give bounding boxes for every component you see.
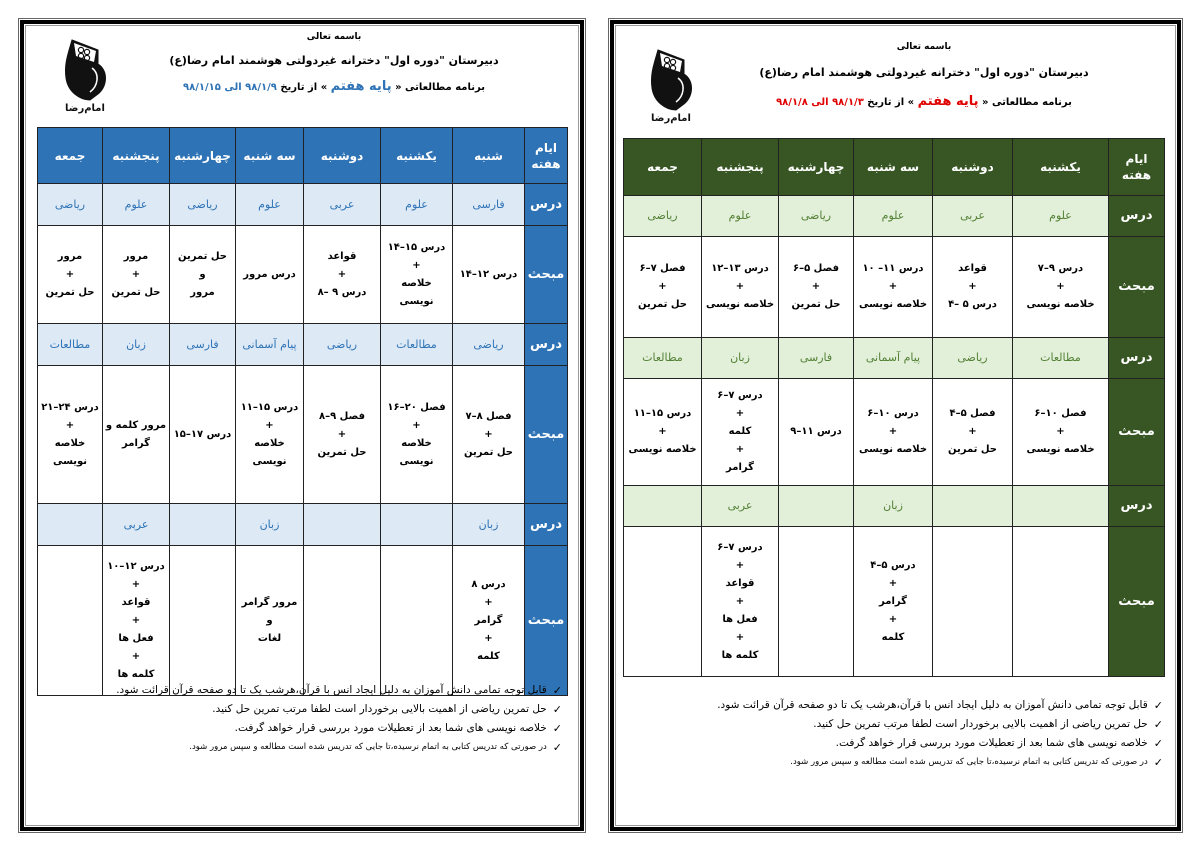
topic-row-label: مبحث <box>525 226 568 324</box>
topic-cell: درس ۸ + گرامر + کلمه <box>453 546 525 696</box>
subject-cell <box>624 486 702 527</box>
day-header: پنجشنبه <box>103 128 170 184</box>
bismillah-heading: باسمه تعالی <box>306 32 362 42</box>
subject-cell: ریاضی <box>624 196 702 237</box>
topic-cell: حل تمرین و مرور <box>170 226 236 324</box>
subject-cell: مطالعات <box>1013 338 1109 379</box>
subject-row-label: درس <box>1109 196 1165 237</box>
topic-row <box>38 226 568 324</box>
topic-cell: درس ۱۵–۱۱ + خلاصه نویسی <box>236 366 304 504</box>
topic-cell: فصل ۹–۸ + حل تمرین <box>304 366 381 504</box>
topic-row-label: مبحث <box>1109 237 1165 338</box>
day-header: سه شنبه <box>854 139 933 196</box>
date-from: ۹۸/۱/۳ <box>832 97 864 108</box>
subject-cell: علوم <box>854 196 933 237</box>
checkmark-icon: ✓ <box>1153 737 1163 750</box>
day-header: دوشنبه <box>304 128 381 184</box>
topic-row <box>624 379 1165 486</box>
checkmark-icon: ✓ <box>552 741 562 754</box>
subject-cell: ریاضی <box>304 324 381 366</box>
schedule-page-blue <box>20 20 584 831</box>
subject-row-label: درس <box>525 184 568 226</box>
topic-cell <box>38 546 103 696</box>
checkmark-icon: ✓ <box>1153 718 1163 731</box>
svg-text:ﺍﻣﺎﻡﺭﺿﺎ: ﺍﻣﺎﻡﺭﺿﺎ <box>65 103 105 114</box>
subject-cell <box>38 504 103 546</box>
topic-cell: درس ۷–۶ + کلمه + گرامر <box>702 379 779 486</box>
topic-cell: فصل ۵–۶ + حل تمرین <box>779 237 854 338</box>
topic-cell <box>624 527 702 677</box>
subject-row-label: درس <box>525 504 568 546</box>
note-text: در صورتی که تدریس کتابی به اتمام نرسیده،تا جایی که تدریس شده است مطالعه و سپس مرور شود. <box>790 757 1148 767</box>
subject-cell <box>1013 486 1109 527</box>
school-name-heading: دبیرستان "دوره اول" دخترانه غیردولتی هوشمند امام رضا(ع) <box>169 54 499 67</box>
topic-row-label: مبحث <box>1109 527 1165 677</box>
topic-cell: درس ۷–۶ + قواعد + فعل ها + کلمه ها <box>702 527 779 677</box>
day-header: یکشنبه <box>1013 139 1109 196</box>
subject-cell: فارسی <box>779 338 854 379</box>
note-item <box>633 753 1163 772</box>
date-to: ۹۸/۱/۸ <box>776 97 808 108</box>
grade-label: پایه هفتم <box>330 79 392 94</box>
day-header: دوشنبه <box>933 139 1013 196</box>
notes-list <box>42 681 562 757</box>
day-header: سه شنبه <box>236 128 304 184</box>
subject-cell: ریاضی <box>779 196 854 237</box>
note-item <box>633 715 1163 734</box>
topic-cell: مرور + حل تمرین <box>38 226 103 324</box>
subject-cell: علوم <box>236 184 304 226</box>
topic-cell: درس ۱۵–۱۴ + خلاصه نویسی <box>381 226 453 324</box>
subject-row <box>38 324 568 366</box>
subject-cell <box>381 504 453 546</box>
subject-cell: پیام آسمانی <box>236 324 304 366</box>
subject-cell: فارسی <box>170 324 236 366</box>
subject-cell: ریاضی <box>170 184 236 226</box>
topic-cell: قواعد + درس ۵ –۴ <box>933 237 1013 338</box>
note-item <box>42 719 562 738</box>
topic-cell: مرور کلمه و گرامر <box>103 366 170 504</box>
checkmark-icon: ✓ <box>552 684 562 697</box>
topic-cell: درس ۱۲–۱۰ + قواعد + فعل ها + کلمه ها <box>103 546 170 696</box>
program-prefix: برنامه مطالعاتی « <box>982 97 1072 108</box>
topic-cell: درس ۱۵–۱۱ + خلاصه نویسی <box>624 379 702 486</box>
subject-cell: ریاضی <box>933 338 1013 379</box>
date-to: ۹۸/۱/۱۵ <box>183 82 221 93</box>
topic-cell: مرور گرامر و لغات <box>236 546 304 696</box>
subject-row-label: درس <box>525 324 568 366</box>
checkmark-icon: ✓ <box>1153 699 1163 712</box>
topic-cell <box>304 546 381 696</box>
school-logo-icon <box>54 34 116 114</box>
day-header: چهارشنبه <box>779 139 854 196</box>
school-logo-icon <box>640 44 702 124</box>
date-from: ۹۸/۱/۹ <box>245 82 277 93</box>
date-separator: الی <box>811 97 829 108</box>
subject-row <box>38 504 568 546</box>
subject-cell <box>304 504 381 546</box>
days-header-row <box>624 139 1165 196</box>
topic-cell: فصل ۱۰–۶ + خلاصه نویسی <box>1013 379 1109 486</box>
topic-cell: فصل ۸–۷ + حل تمرین <box>453 366 525 504</box>
notes-list <box>633 696 1163 772</box>
weekly-schedule-table <box>623 138 1165 677</box>
subject-cell <box>170 504 236 546</box>
days-header-row <box>38 128 568 184</box>
subject-cell: زبان <box>453 504 525 546</box>
day-header: چهارشنبه <box>170 128 236 184</box>
program-mid: » از تاریخ <box>280 82 328 93</box>
subject-cell <box>779 486 854 527</box>
topic-cell: درس ۱۳–۱۲ + خلاصه نویسی <box>702 237 779 338</box>
corner-header: ایام هفته <box>1109 139 1165 196</box>
note-text: خلاصه نویسی های شما بعد از تعطیلات مورد بررسی قرار خواهد گرفت. <box>835 737 1148 749</box>
subject-cell: پیام آسمانی <box>854 338 933 379</box>
subject-row-label: درس <box>1109 338 1165 379</box>
note-item <box>633 734 1163 753</box>
day-header: جمعه <box>624 139 702 196</box>
note-text: خلاصه نویسی های شما بعد از تعطیلات مورد بررسی قرار خواهد گرفت. <box>234 722 547 734</box>
program-prefix: برنامه مطالعاتی « <box>395 82 485 93</box>
program-heading <box>734 94 1114 109</box>
note-text: حل تمرین ریاضی از اهمیت بالایی برخوردار است لطفا مرتب تمرین حل کنید. <box>212 703 547 715</box>
subject-cell: مطالعات <box>381 324 453 366</box>
topic-row-label: مبحث <box>1109 379 1165 486</box>
checkmark-icon: ✓ <box>552 703 562 716</box>
school-name-heading: دبیرستان "دوره اول" دخترانه غیردولتی هوشمند امام رضا(ع) <box>759 66 1089 79</box>
topic-cell: فصل ۷–۶ + حل تمرین <box>624 237 702 338</box>
topic-cell: درس ۱۰–۶ + خلاصه نویسی <box>854 379 933 486</box>
topic-cell: درس ۲۴–۲۱ + خلاصه نویسی <box>38 366 103 504</box>
note-text: در صورتی که تدریس کتابی به اتمام نرسیده،تا جایی که تدریس شده است مطالعه و سپس مرور شود. <box>189 742 547 752</box>
weekly-schedule-table <box>37 127 568 696</box>
topic-cell: درس مرور <box>236 226 304 324</box>
svg-text:ﺍﻣﺎﻡﺭﺿﺎ: ﺍﻣﺎﻡﺭﺿﺎ <box>651 113 691 124</box>
topic-row <box>38 366 568 504</box>
subject-row <box>624 486 1165 527</box>
schedule-page-green <box>610 20 1181 831</box>
subject-cell: زبان <box>702 338 779 379</box>
topic-cell: درس ۱۱–۹ <box>779 379 854 486</box>
subject-row <box>624 338 1165 379</box>
subject-row <box>38 184 568 226</box>
topic-cell <box>170 546 236 696</box>
day-header: پنجشنبه <box>702 139 779 196</box>
subject-cell: عربی <box>304 184 381 226</box>
topic-cell: درس ۹–۷ + خلاصه نویسی <box>1013 237 1109 338</box>
corner-header: ایام هفته <box>525 128 568 184</box>
note-text: حل تمرین ریاضی از اهمیت بالایی برخوردار است لطفا مرتب تمرین حل کنید. <box>813 718 1148 730</box>
subject-cell: زبان <box>854 486 933 527</box>
subject-row-label: درس <box>1109 486 1165 527</box>
checkmark-icon: ✓ <box>552 722 562 735</box>
subject-row <box>624 196 1165 237</box>
topic-row <box>38 546 568 696</box>
day-header: یکشنبه <box>381 128 453 184</box>
topic-cell <box>779 527 854 677</box>
note-text: قابل توجه تمامی دانش آموزان به دلیل ایجاد انس با قرآن،هرشب یک تا دو صفحه قرآن قرائت شود. <box>116 684 547 696</box>
subject-cell: زبان <box>103 324 170 366</box>
topic-cell: فصل ۵–۴ + حل تمرین <box>933 379 1013 486</box>
topic-cell: فصل ۲۰–۱۶ + خلاصه نویسی <box>381 366 453 504</box>
program-mid: » از تاریخ <box>867 97 915 108</box>
subject-cell: ریاضی <box>38 184 103 226</box>
topic-cell: مرور + حل تمرین <box>103 226 170 324</box>
topic-row-label: مبحث <box>525 366 568 504</box>
subject-cell: علوم <box>381 184 453 226</box>
subject-cell: عربی <box>702 486 779 527</box>
subject-cell: علوم <box>103 184 170 226</box>
topic-cell <box>933 527 1013 677</box>
subject-cell: عربی <box>933 196 1013 237</box>
subject-cell: ریاضی <box>453 324 525 366</box>
program-heading <box>144 79 524 94</box>
subject-cell: علوم <box>1013 196 1109 237</box>
grade-label: پایه هفتم <box>917 94 979 109</box>
note-item <box>42 738 562 757</box>
topic-row-label: مبحث <box>525 546 568 696</box>
subject-cell: مطالعات <box>38 324 103 366</box>
topic-cell: درس ۱۷–۱۵ <box>170 366 236 504</box>
checkmark-icon: ✓ <box>1153 756 1163 769</box>
date-separator: الی <box>224 82 242 93</box>
subject-cell: علوم <box>702 196 779 237</box>
day-header: شنبه <box>453 128 525 184</box>
subject-cell: فارسی <box>453 184 525 226</box>
subject-cell: عربی <box>103 504 170 546</box>
note-item <box>633 696 1163 715</box>
subject-cell <box>933 486 1013 527</box>
day-header: جمعه <box>38 128 103 184</box>
topic-cell: درس ۱۱– ۱۰ + خلاصه نویسی <box>854 237 933 338</box>
subject-cell: مطالعات <box>624 338 702 379</box>
note-text: قابل توجه تمامی دانش آموزان به دلیل ایجاد انس با قرآن،هرشب یک تا دو صفحه قرآن قرائت شود. <box>717 699 1148 711</box>
topic-cell <box>1013 527 1109 677</box>
topic-cell <box>381 546 453 696</box>
topic-cell: قواعد + درس ۹ –۸ <box>304 226 381 324</box>
subject-cell: زبان <box>236 504 304 546</box>
bismillah-heading: باسمه تعالی <box>896 42 952 52</box>
topic-cell: درس ۱۲–۱۴ <box>453 226 525 324</box>
topic-row <box>624 237 1165 338</box>
topic-cell: درس ۵–۴ + گرامر + کلمه <box>854 527 933 677</box>
topic-row <box>624 527 1165 677</box>
note-item <box>42 681 562 700</box>
note-item <box>42 700 562 719</box>
